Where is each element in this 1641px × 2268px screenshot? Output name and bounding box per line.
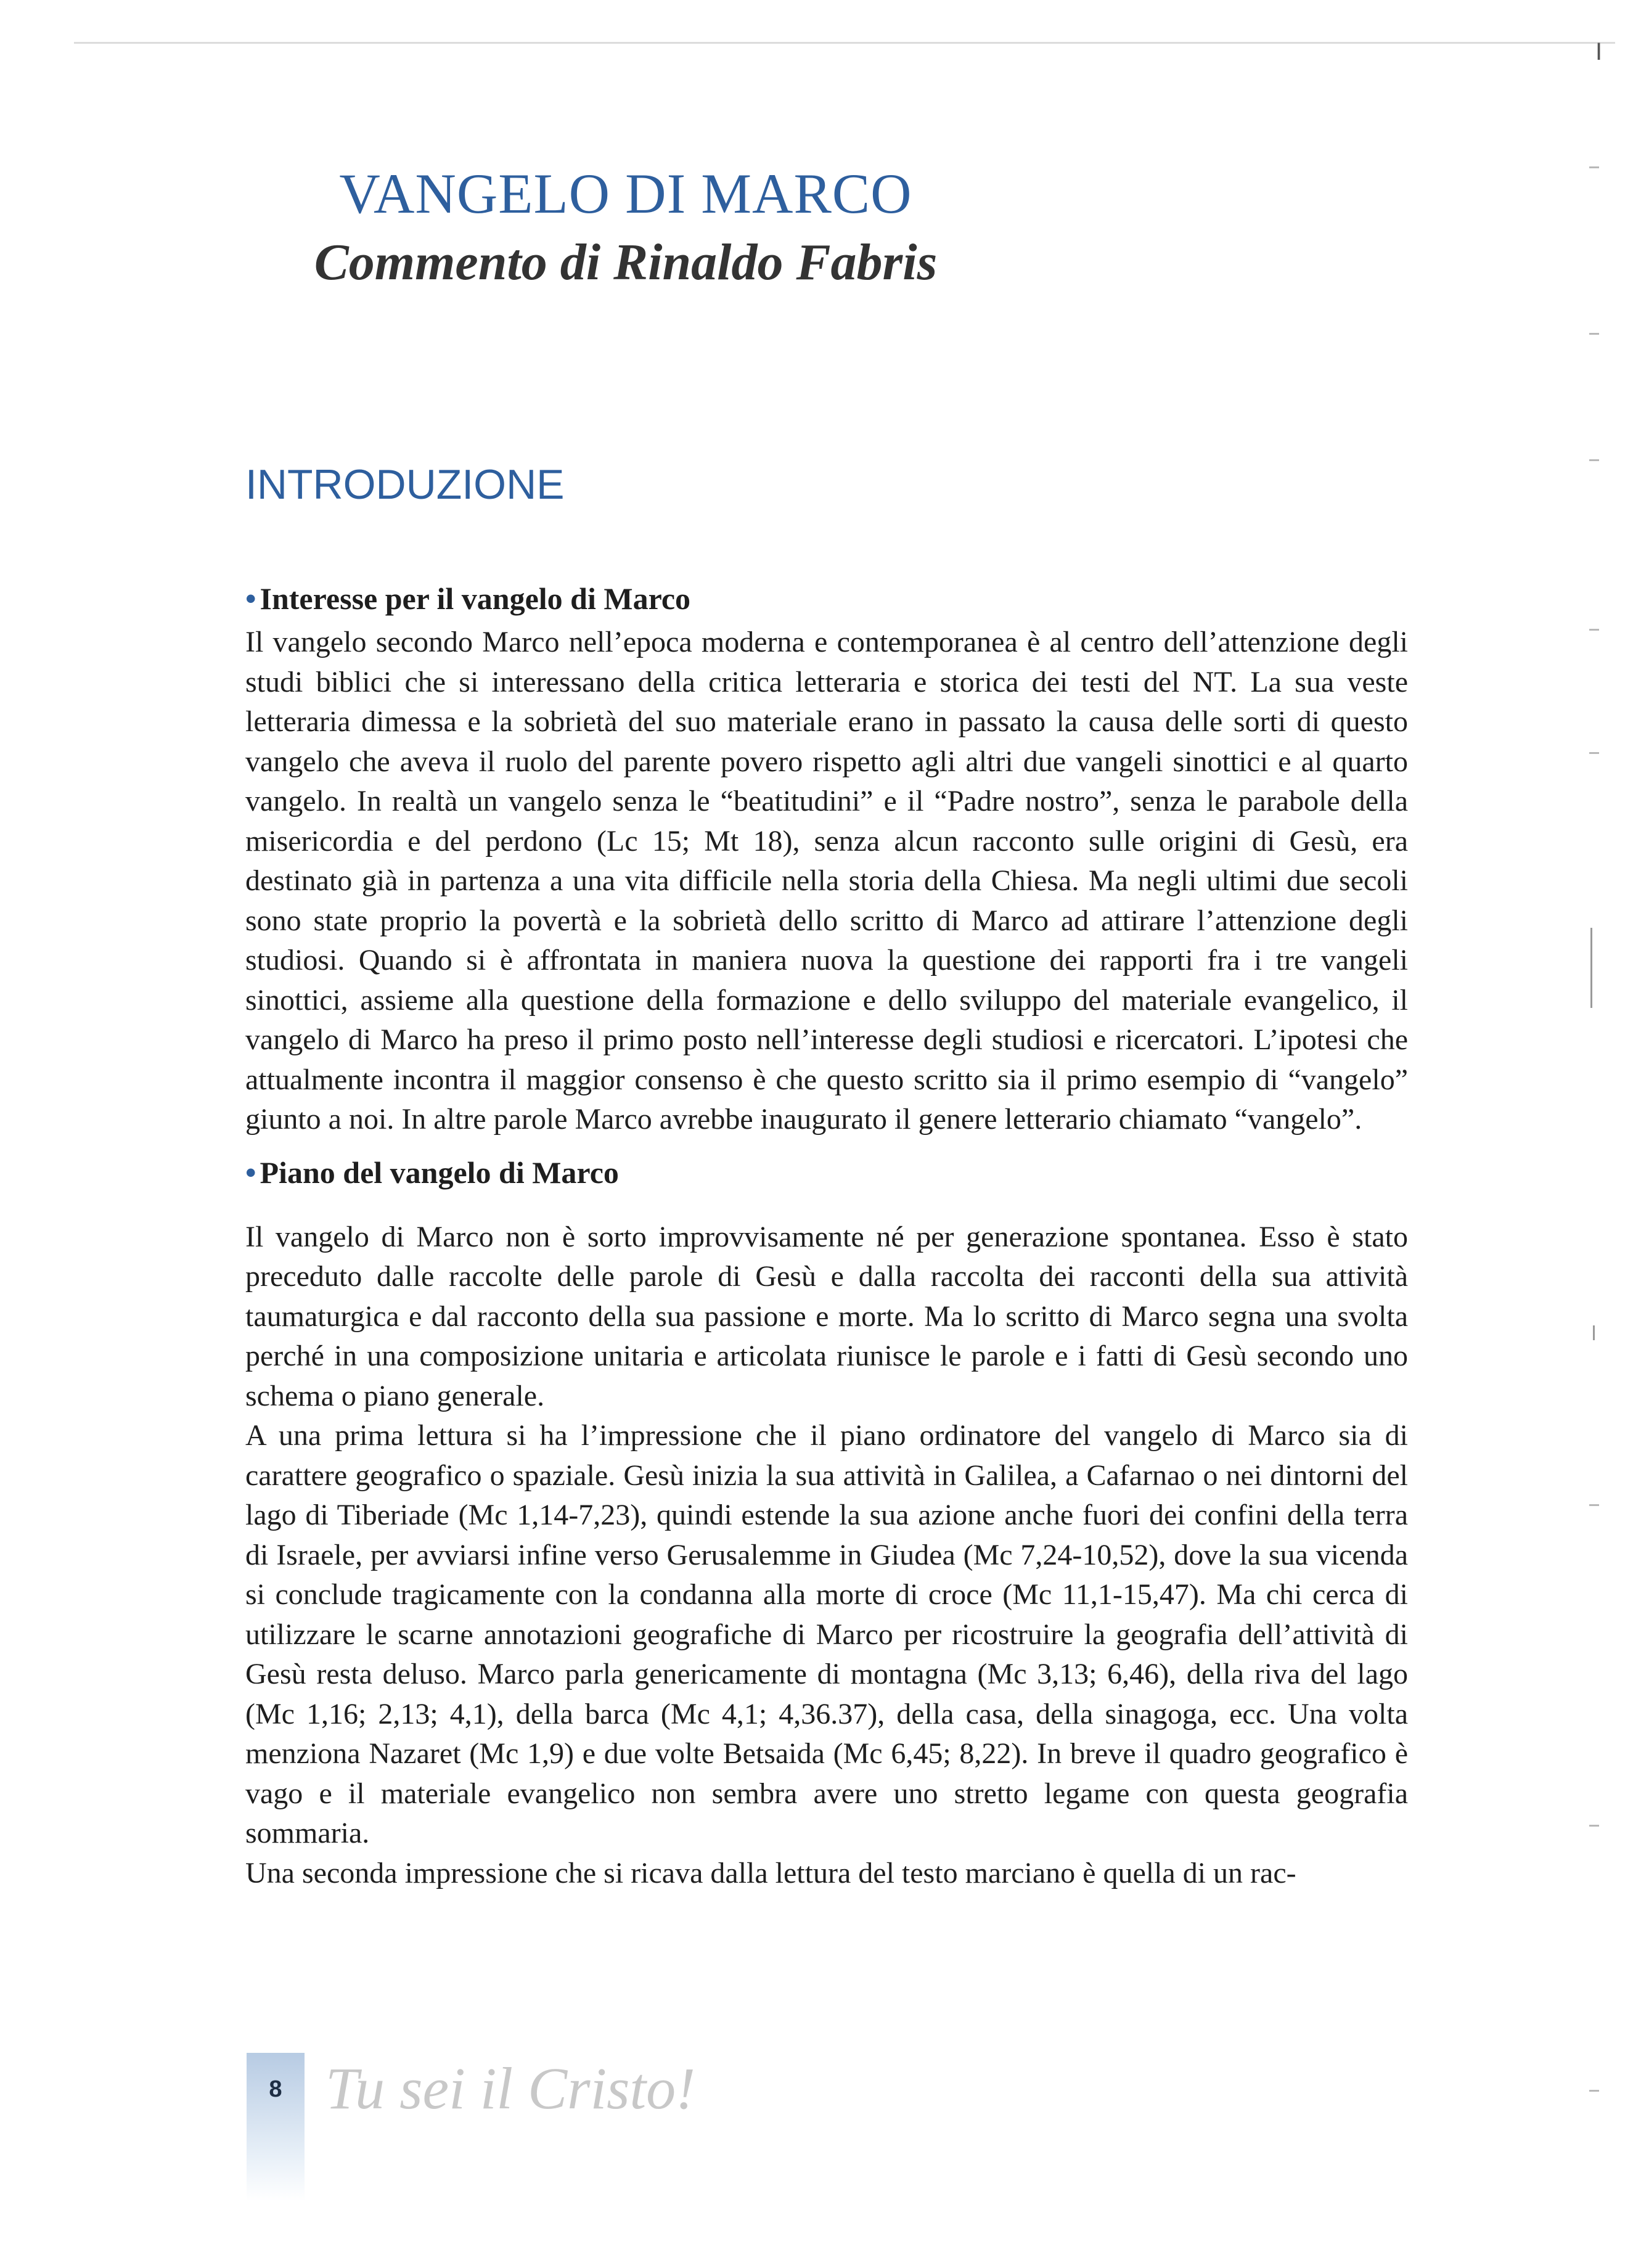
edge-mark xyxy=(1589,629,1599,631)
corner-mark: I xyxy=(1595,38,1603,65)
footer-title: Tu sei il Cristo! xyxy=(325,2055,696,2121)
edge-mark xyxy=(1589,333,1599,335)
subsection-heading xyxy=(245,578,1408,619)
edge-mark xyxy=(1589,1504,1599,1506)
edge-line xyxy=(1590,928,1592,1008)
bullet-icon: • xyxy=(245,581,256,616)
footer-band xyxy=(247,2053,305,2201)
edge-line xyxy=(1593,1325,1595,1340)
edge-mark xyxy=(1589,752,1599,754)
page-subtitle: Commento di Rinaldo Fabris xyxy=(314,234,938,291)
edge-mark xyxy=(1589,166,1599,168)
subsection-heading xyxy=(245,1152,1408,1193)
paragraph: Una seconda impressione che si ricava dalla lettura del testo marciano è quella di un rac- xyxy=(245,1856,1296,1889)
page-title: VANGELO DI MARCO xyxy=(339,162,912,225)
top-rule xyxy=(74,42,1615,44)
subsection-title: Piano del vangelo di Marco xyxy=(260,1155,619,1190)
paragraph: Il vangelo di Marco non è sorto improvvisamente né per generazione spontanea. Esso è stato preceduto dalle raccolte delle parole di Gesù e dalla raccolta dei racconti della sua attività taumaturgica e dal racconto della sua passione e morte. Ma lo scritto di Marco segna una svolta perché in una composizione unitaria e articolata riunisce le parole e i fatti di Gesù secondo uno schema o piano generale. xyxy=(245,1220,1408,1412)
page-number: 8 xyxy=(269,2076,282,2102)
subsection-title: Interesse per il vangelo di Marco xyxy=(260,581,691,616)
paragraph: Il vangelo secondo Marco nell’epoca moderna e contemporanea è al centro dell’attenzione degli studi biblici che si interessano della critica letteraria e storica dei testi del NT. La sua veste letteraria dimessa e la sobrietà del suo materiale erano in passato la causa delle sorti di questo vangelo che aveva il ruolo del parente povero rispetto agli altri due vangeli sinottici e al quarto vangelo. In realtà un vangelo senza le “beatitudini” e il “Padre nostro”, senza le parabole della misericordia e del perdono (Lc 15; Mt 18), senza alcun racconto sulle origini di Gesù, era destinato già in partenza a una vita difficile nella storia della Chiesa. Ma negli ultimi due secoli sono state proprio la povertà e la sobrietà dello scritto di Marco ad attirare l’attenzione degli studiosi. Quando si è affrontata in maniera nuova la questione dei rapporti fra i tre vangeli sinottici, assieme alla questione della formazione e dello sviluppo del materiale evangelico, il vangelo di Marco ha preso il primo posto nell’interesse degli studiosi e ricercatori. L’ipotesi che attualmente incontra il maggior consenso è che questo scritto sia il primo esempio di “vangelo” giunto a noi. In altre parole Marco avrebbe inaugurato il genere letterario chiamato “vangelo”. xyxy=(245,626,1408,1136)
edge-mark xyxy=(1589,2090,1599,2092)
edge-mark xyxy=(1589,459,1599,461)
main-content xyxy=(245,578,1408,1893)
bullet-icon: • xyxy=(245,1155,256,1190)
edge-mark xyxy=(1589,1825,1599,1827)
paragraph: A una prima lettura si ha l’impressione che il piano ordinatore del vangelo di Marco sia di carattere geografico o spaziale. Gesù inizia la sua attività in Galilea, a Cafarnao o nei dintorni del lago di Tiberiade (Mc 1,14-7,23), quindi estende la sua azione anche fuori dei confini della terra di Israele, per avviarsi infine verso Gerusalemme in Giudea (Mc 7,24-10,52), dove la sua vicenda si conclude tragicamente con la condanna alla morte di croce (Mc 11,1-15,47). Ma chi cerca di utilizzare le scarne annotazioni geografiche di Marco per ricostruire la geografia dell’attività di Gesù resta deluso. Marco parla genericamente di montagna (Mc 3,13; 6,46), della riva del lago (Mc 1,16; 2,13; 4,1), della barca (Mc 4,1; 4,36.37), della casa, della sinagoga, ecc. Una volta menziona Nazaret (Mc 1,9) e due volte Betsaida (Mc 6,45; 8,22). In breve il quadro geografico è vago e il materiale evangelico non sembra avere uno stretto legame con questa geografia sommaria. xyxy=(245,1419,1408,1849)
section-heading: INTRODUZIONE xyxy=(245,461,565,508)
